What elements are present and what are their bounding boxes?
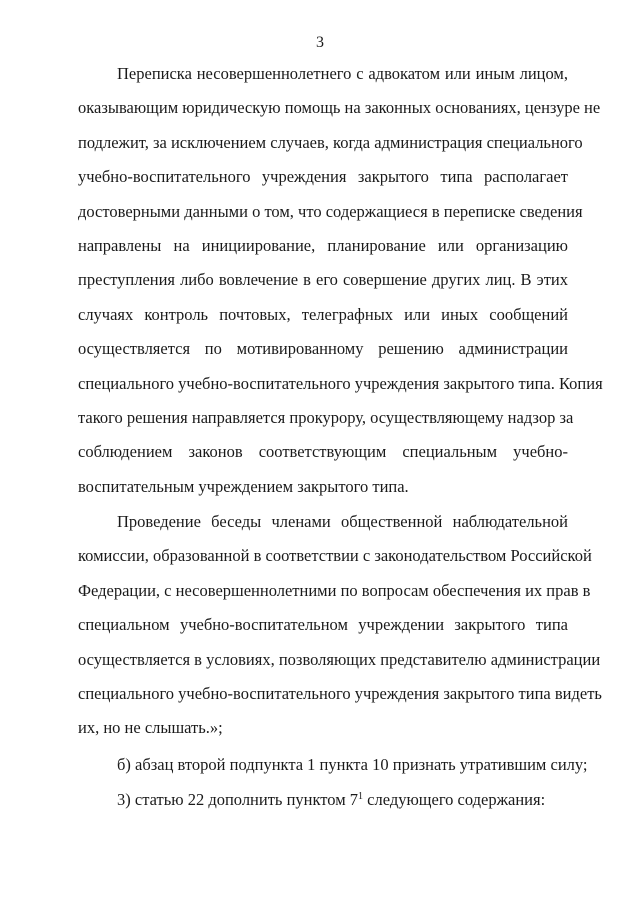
amendment-item-3: [78, 783, 568, 817]
paragraph-line: соблюдением законов соответствующим специальным учебно-: [78, 442, 568, 462]
item-3-superscript: 1: [358, 791, 364, 802]
item-3-text: 3) статью 22 дополнить пунктом 7: [117, 790, 359, 809]
paragraph-line: Проведение беседы членами общественной наблюдательной: [117, 512, 568, 531]
paragraph-line: подлежит, за исключением случаев, когда администрация специального: [78, 132, 583, 152]
paragraph-line: Переписка несовершеннолетнего с адвокатом или иным лицом,: [117, 64, 568, 83]
paragraph-line: достоверными данными о том, что содержащиеся в переписке сведения: [78, 201, 583, 221]
paragraph-line: направлены на инициирование, планирование или организацию: [78, 235, 568, 255]
paragraph-line: их, но не слышать.»;: [78, 718, 223, 738]
amendment-item-b: [78, 748, 588, 782]
paragraph-line: такого решения направляется прокурору, осуществляющему надзор за: [78, 407, 574, 427]
amendment-line: [78, 783, 568, 817]
paragraph-line: специального учебно-воспитательного учреждения закрытого типа видеть: [78, 683, 602, 703]
page-number: 3: [316, 34, 324, 51]
paragraph-line: комиссии, образованной в соответствии с законодательством Российской: [78, 546, 592, 566]
amendment-line: б) абзац второй подпункта 1 пункта 10 признать утратившим силу;: [117, 755, 588, 774]
paragraph-commission-visit: [78, 505, 602, 746]
paragraph-correspondence: [78, 57, 603, 504]
paragraph-line: воспитательным учреждением закрытого типа.: [78, 476, 409, 496]
paragraph-line: Федерации, с несовершеннолетними по вопросам обеспечения их прав в: [78, 580, 591, 600]
paragraph-line: осуществляется по мотивированному решению администрации: [78, 339, 568, 359]
paragraph-line: осуществляется в условиях, позволяющих представителю администрации: [78, 649, 601, 669]
paragraph-line: специального учебно-воспитательного учреждения закрытого типа. Копия: [78, 373, 603, 393]
paragraph-line: преступления либо вовлечение в его совершение других лиц. В этих: [78, 270, 568, 290]
paragraph-line: специальном учебно-воспитательном учреждении закрытого типа: [78, 615, 568, 635]
paragraph-line: случаях контроль почтовых, телеграфных или иных сообщений: [78, 304, 568, 324]
paragraph-line: учебно-воспитательного учреждения закрытого типа располагает: [78, 167, 568, 187]
paragraph-line: оказывающим юридическую помощь на законных основаниях, цензуре не: [78, 98, 601, 118]
item-3-text-end: следующего содержания:: [363, 790, 546, 809]
